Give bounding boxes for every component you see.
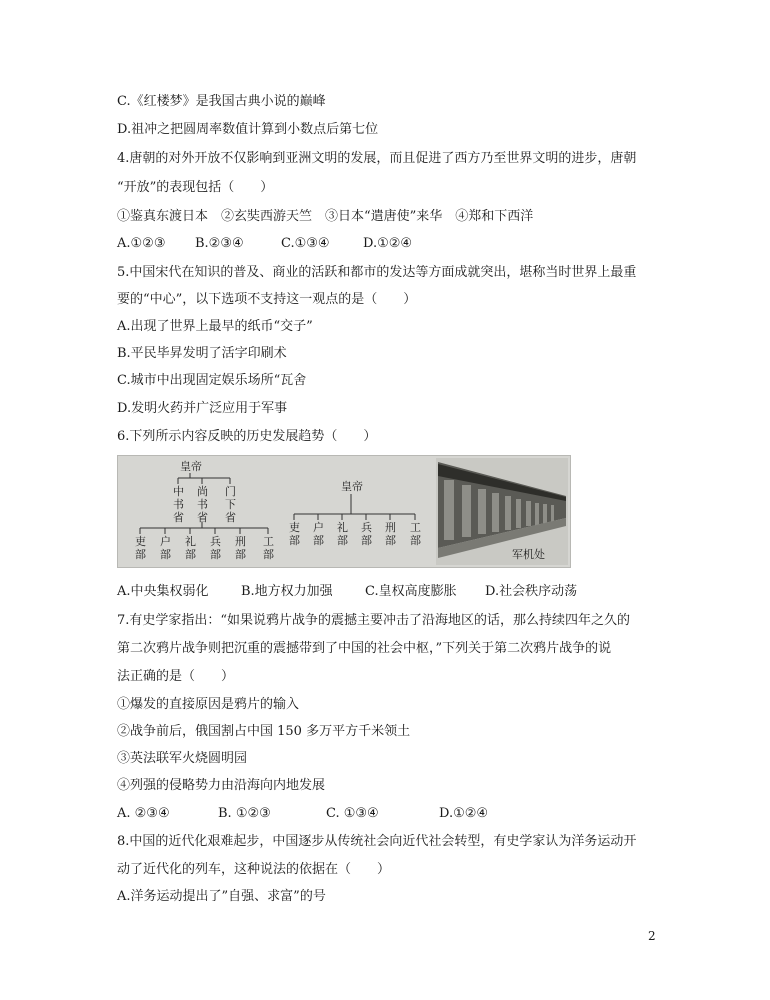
right-emperor-label: 皇帝: [341, 480, 363, 493]
ministry-label: 礼部: [185, 535, 196, 561]
question-4-options: [117, 236, 412, 252]
option-c[interactable]: C. ①③④: [326, 806, 379, 821]
ministry-label: 刑部: [385, 521, 396, 547]
option-a[interactable]: A. ②③④: [117, 806, 170, 821]
option-c[interactable]: C.①③④: [281, 236, 330, 251]
option-a[interactable]: A.中央集权弱化: [117, 584, 209, 599]
option-d-q5[interactable]: D.发明火药并广泛应用于军事: [117, 401, 288, 416]
photo-caption: 军机处: [512, 548, 545, 561]
question-6: 6.下列所示内容反映的历史发展趋势（ ）: [117, 429, 377, 444]
question-7-line1: 7.有史学家指出：“如果说鸦片战争的震撼主要冲击了沿海地区的话，那么持续四年之久的: [117, 613, 631, 628]
option-a-q5[interactable]: A.出现了世界上最早的纸币“交子”: [117, 319, 313, 334]
option-a[interactable]: A.①②③: [117, 236, 166, 251]
ministry-label: 兵部: [361, 521, 372, 547]
option-d[interactable]: D.①②④: [439, 806, 489, 821]
option-a-q8[interactable]: A.洋务运动提出了”自强、求富”的号: [117, 889, 326, 904]
question-6-options: [117, 584, 577, 600]
option-b[interactable]: B.地方权力加强: [241, 584, 333, 599]
department-label: 尚书省: [197, 485, 208, 524]
question-7-item1: ①爆发的直接原因是鸦片的输入: [117, 697, 300, 712]
page-number: 2: [648, 929, 656, 943]
question-4-line1: 4.唐朝的对外开放不仅影响到亚洲文明的发展，而且促进了西方乃至世界文明的进步，唐朝: [117, 151, 637, 166]
question-5-line1: 5.中国宋代在知识的普及、商业的活跃和都市的发达等方面成就突出，堪称当时世界上最重: [117, 265, 637, 280]
ministry-label: 工部: [410, 521, 421, 547]
option-d[interactable]: D.①②④: [363, 236, 413, 251]
option-d[interactable]: D.社会秩序动荡: [485, 584, 578, 599]
ministry-label: 户部: [313, 521, 324, 547]
question-5-line2: 要的“中心”，以下选项不支持这一观点的是（ ）: [117, 292, 417, 307]
question-7-line3: 法正确的是（ ）: [117, 669, 235, 684]
option-b[interactable]: B.②③④: [195, 236, 244, 251]
question-8-line2: 动了近代化的列车，这种说法的依据在（ ）: [117, 862, 391, 877]
question-7-item4: ④列强的侵略势力由沿海向内地发展: [117, 778, 326, 793]
question-7-line2: 第二次鸦片战争则把沉重的震撼带到了中国的社会中枢，”下列关于第二次鸦片战争的说: [117, 641, 612, 656]
junjichu-photo: [436, 458, 568, 565]
question-7-item2: ②战争前后，俄国割占中国 150 多万平方千米领土: [117, 724, 411, 739]
option-c-q3: C.《红楼梦》是我国古典小说的巅峰: [117, 94, 326, 109]
option-c[interactable]: C.皇权高度膨胀: [365, 584, 457, 599]
department-label: 门下省: [225, 485, 236, 524]
option-c-q5[interactable]: C.城市中出现固定娱乐场所“瓦舍: [117, 373, 307, 388]
department-label: 中书省: [173, 485, 184, 524]
ministry-label: 礼部: [337, 521, 348, 547]
ministry-label: 兵部: [210, 535, 221, 561]
question-4-items: ①鉴真东渡日本 ②玄奘西游天竺 ③日本“遣唐使”来华 ④郑和下西洋: [117, 209, 534, 224]
ministry-label: 刑部: [235, 535, 246, 561]
ministry-label: 工部: [263, 535, 274, 561]
ministry-label: 户部: [160, 535, 171, 561]
question-8-line1: 8.中国的近代化艰难起步，中国逐步从传统社会向近代社会转型，有史学家认为洋务运动开: [117, 834, 637, 849]
option-b-q5[interactable]: B.平民毕昇发明了活字印刷术: [117, 346, 287, 361]
ministry-label: 吏部: [135, 535, 146, 561]
left-emperor-label: 皇帝: [180, 460, 202, 473]
question-4-line2: “开放”的表现包括（ ）: [117, 180, 274, 195]
question-7-item3: ③英法联军火烧圆明园: [117, 751, 248, 766]
question-6-figure: [117, 455, 571, 568]
option-d-q3: D.祖冲之把圆周率数值计算到小数点后第七位: [117, 122, 379, 137]
question-7-options: [117, 806, 488, 822]
ministry-label: 吏部: [289, 521, 300, 547]
option-b[interactable]: B. ①②③: [218, 806, 271, 821]
